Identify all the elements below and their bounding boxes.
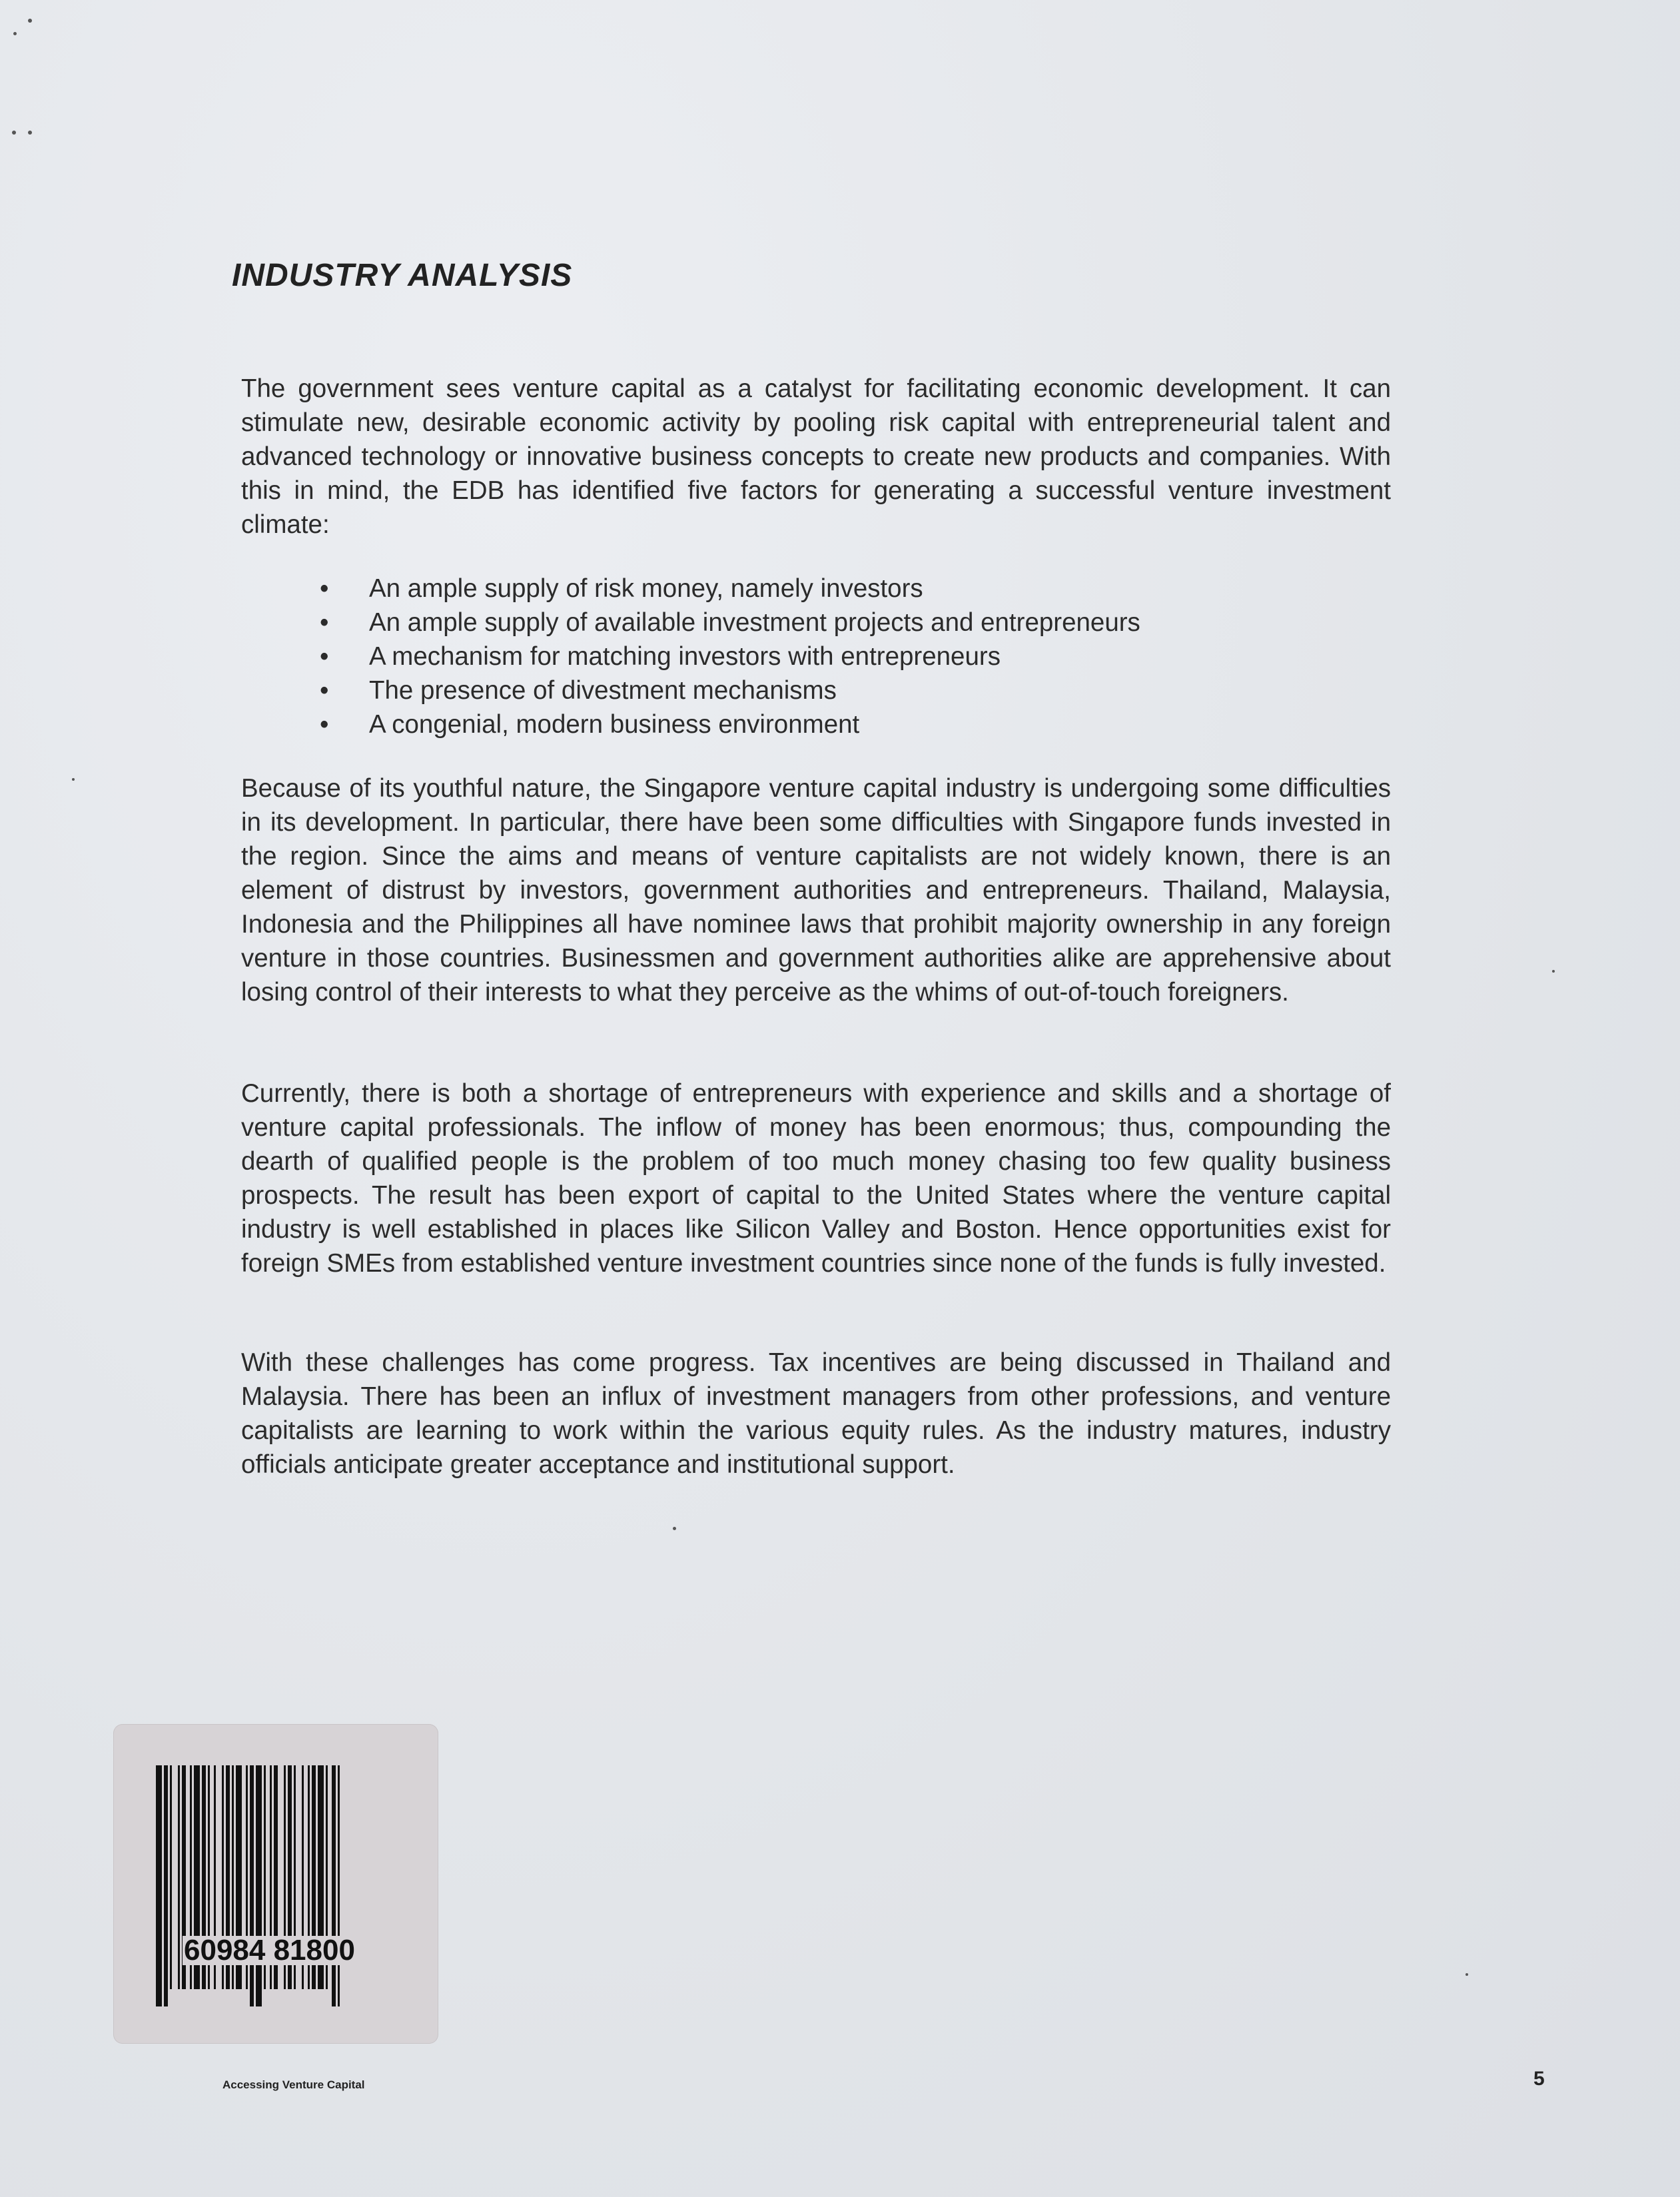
list-item (320, 707, 1140, 741)
bullet-icon: • (320, 608, 329, 637)
barcode-bar (164, 1765, 168, 2006)
list-item-text: A mechanism for matching investors with entrepreneurs (369, 642, 1001, 671)
scan-speck (28, 19, 32, 23)
barcode-bar (250, 1765, 254, 2006)
list-item-text: A congenial, modern business environment (369, 710, 860, 739)
barcode-bar (256, 1765, 262, 2006)
list-item-text: An ample supply of available investment projects and entrepreneurs (369, 608, 1140, 637)
list-item (320, 572, 1140, 606)
paragraph-progress: With these challenges has come progress. Tax incentives are being discussed in Thailand and Malaysia. There has been an influx of investment managers from other professions, and venture capitalists are learning to work within the various equity rules. As the industry matures, industry officials anticipate greater acceptance and institutional support. (241, 1348, 1391, 1479)
footer-title: Accessing Venture Capital (222, 2078, 365, 2091)
page-number: 5 (1533, 2068, 1545, 2090)
scan-speck (673, 1527, 676, 1530)
barcode-icon (155, 1765, 401, 2012)
scan-speck (12, 131, 16, 135)
bullet-icon: • (320, 642, 329, 671)
factor-list (320, 572, 1140, 741)
section-heading: INDUSTRY ANALYSIS (232, 258, 573, 293)
barcode-bar (178, 1765, 180, 1989)
paragraph-intro: The government sees venture capital as a catalyst for facilitating economic development. It can stimulate new, desirable economic activity by pooling risk capital with entrepreneurial talent and advanced technology or innovative business concepts to create new products and companies. With this in mind, the EDB has identified five factors for generating a successful venture investment climate: (241, 374, 1391, 539)
list-item-text: An ample supply of risk money, namely investors (369, 574, 923, 603)
bullet-icon: • (320, 676, 329, 705)
scan-speck (1552, 970, 1555, 973)
barcode-sticker (113, 1724, 438, 2044)
bullet-icon: • (320, 710, 329, 739)
barcode-bar (170, 1765, 172, 1989)
barcode-bar (338, 1765, 340, 2006)
paragraph-shortage: Currently, there is both a shortage of entrepreneurs with experience and skills and a shortage of venture capital professionals. The inflow of money has been enormous; thus, compounding the dearth of qualified people is the problem of too much money chasing too few quality business prospects. The result has been export of capital to the United States where the venture capital industry is well established in places like Silicon Valley and Boston. Hence opportunities exist for foreign SMEs from established venture investment countries since none of the funds is fully invested. (241, 1079, 1391, 1278)
barcode-bar (156, 1765, 162, 2006)
barcode-number: 60984 81800 (184, 1934, 355, 1967)
list-item (320, 673, 1140, 707)
scan-speck (72, 778, 75, 781)
bullet-icon: • (320, 574, 329, 603)
paragraph-difficulties: Because of its youthful nature, the Singapore venture capital industry is undergoing some difficulties in its development. In particular, there have been some difficulties with Singapore funds invested in the region. Since the aims and means of venture capitalists are not widely known, there is an element of distrust by investors, government authorities and entrepreneurs. Thailand, Malaysia, Indonesia and the Philippines all have nominee laws that prohibit majority ownership in any foreign venture in those countries. Businessmen and government authorities alike are apprehensive about losing control of their interests to what they perceive as the whims of out-of-touch foreigners. (241, 774, 1391, 1007)
scan-speck (13, 32, 17, 35)
barcode-bar (332, 1765, 336, 2006)
list-item (320, 606, 1140, 640)
scan-speck (28, 131, 32, 135)
scan-speck (1466, 1973, 1468, 1976)
list-item (320, 640, 1140, 673)
list-item-text: The presence of divestment mechanisms (369, 676, 837, 705)
